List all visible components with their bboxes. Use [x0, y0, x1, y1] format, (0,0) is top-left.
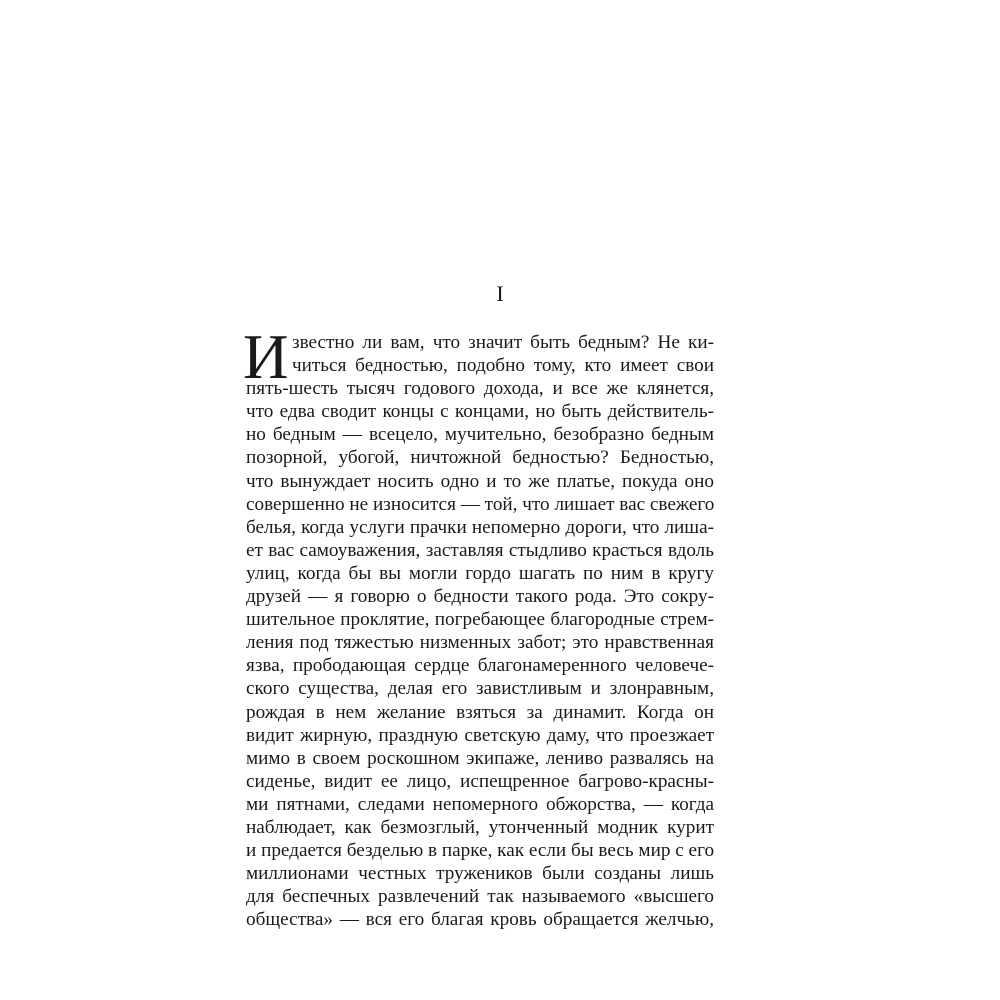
- text-line: ет вас самоуважения, заставляя стыдливо красться вдоль: [246, 539, 714, 561]
- text-line: читься бедностью, подобно тому, кто имеет свои: [292, 355, 714, 377]
- chapter-number: I: [496, 281, 504, 306]
- text-line: но бедным — всецело, мучительно, безобразно бедным: [246, 424, 714, 446]
- text-line: мимо в своем роскошном экипаже, лениво развалясь на: [246, 747, 714, 769]
- text-line: для беспечных развлечений так называемого «высшего: [246, 886, 714, 908]
- text-line: улиц, когда бы вы могли гордо шагать по ним в кругу: [246, 562, 714, 584]
- text-line: язва, прободающая сердце благонамеренного человече-: [246, 655, 714, 677]
- text-line: совершенно не износится — той, что лишает вас свежего: [246, 493, 715, 515]
- body-text: [243, 322, 715, 931]
- text-line: видит жирную, праздную светскую даму, что проезжает: [246, 724, 714, 746]
- text-line: ления под тяжестью низменных забот; это нравственная: [246, 632, 714, 654]
- text-line: рождая в нем желание взяться за динамит. Когда он: [246, 701, 714, 723]
- text-line: что вынуждает носить одно и то же платье, покуда оно: [246, 470, 714, 492]
- text-line: друзей — я говорю о бедности такого рода. Это сокру-: [246, 586, 714, 608]
- text-line: что едва сводит концы с концами, но быть действитель-: [246, 401, 714, 423]
- text-line: белья, когда услуги прачки непомерно дороги, что лиша-: [246, 516, 714, 538]
- text-line: и предается безделью в парке, как если бы весь мир с его: [246, 840, 715, 862]
- drop-cap: И: [243, 322, 289, 392]
- text-line: ского существа, делая его завистливым и злонравным,: [246, 678, 714, 700]
- text-line: миллионами честных тружеников были созданы лишь: [246, 863, 714, 885]
- text-line: шительное проклятие, погребающее благородные стрем-: [246, 609, 714, 631]
- text-line: общества» — вся его благая кровь обращается желчью,: [246, 909, 714, 931]
- text-line: ми пятнами, следами непомерного обжорства, — когда: [246, 793, 714, 815]
- text-line: пять-шесть тысяч годового дохода, и все же клянется,: [246, 378, 714, 400]
- text-line: звестно ли вам, что значит быть бедным? Не ки-: [292, 332, 714, 353]
- text-line: наблюдает, как безмозглый, утонченный модник курит: [246, 816, 714, 838]
- text-line: позорной, убогой, ничтожной бедностью? Бедностью,: [246, 447, 714, 469]
- text-line: сиденье, видит ее лицо, испещренное багрово-красны-: [246, 770, 714, 792]
